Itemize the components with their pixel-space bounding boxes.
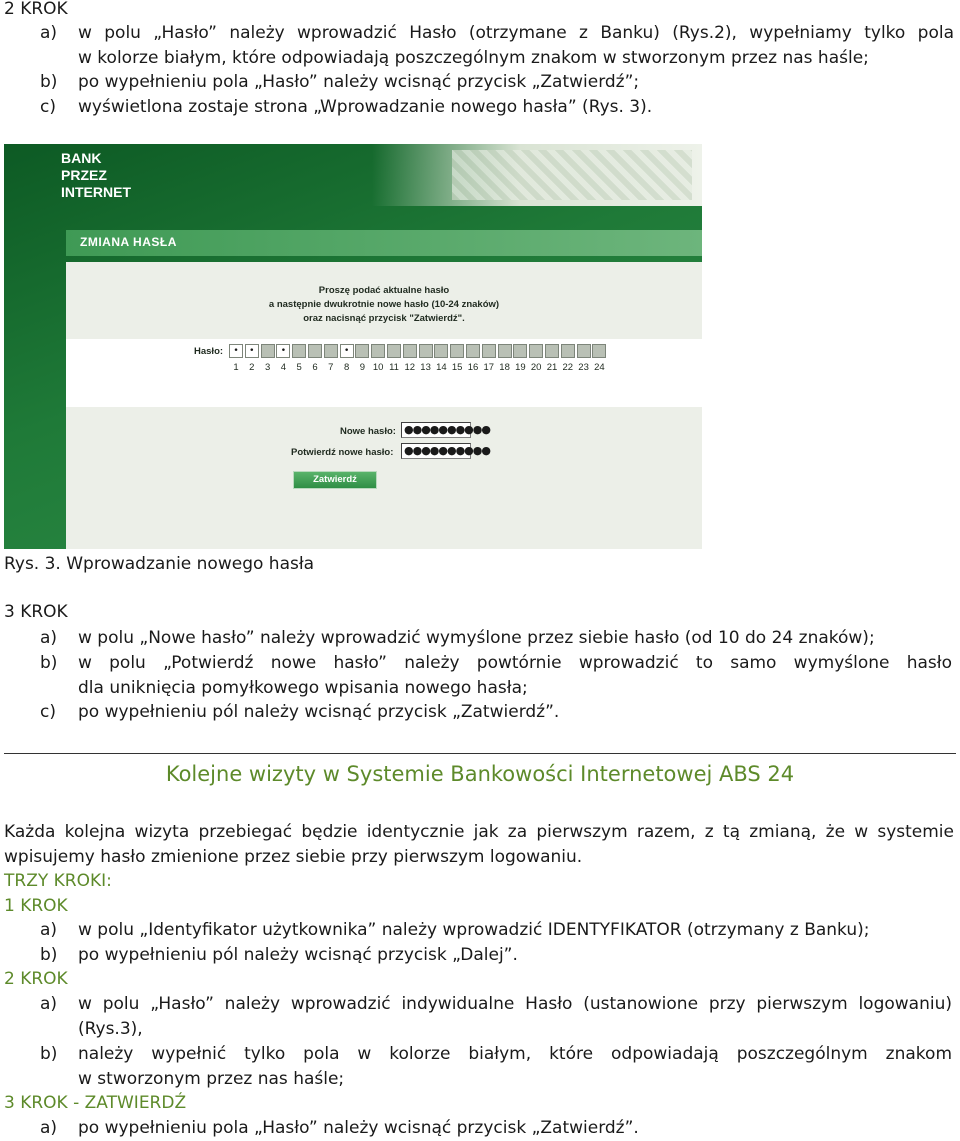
list-item-text: w polu „Nowe hasło” należy wprowadzić wymyślone przez siebie hasło (od 10 do 24 znaków);	[78, 628, 875, 648]
step3-title: 3 KROK	[4, 602, 68, 622]
step2-title-b: 2 KROK	[4, 969, 68, 989]
password-char-box	[292, 344, 306, 358]
password-char-box	[577, 344, 591, 358]
password-char-box	[261, 344, 275, 358]
password-char-box[interactable]: •	[245, 344, 259, 358]
section-header	[66, 230, 702, 256]
password-char-box	[308, 344, 322, 358]
position-number: 20	[530, 362, 542, 373]
password-char-box	[592, 344, 606, 358]
position-number: 14	[436, 362, 447, 373]
password-char-box	[434, 344, 448, 358]
position-number: 10	[372, 362, 384, 373]
list-label: a)	[40, 1118, 58, 1138]
list-label: a)	[40, 23, 58, 43]
password-char-box	[466, 344, 480, 358]
password-char-box	[561, 344, 575, 358]
list-item-text: w polu „Hasło” należy wprowadzić indywidualne Hasło (ustanowione przy pierwszym logowaniu)	[78, 994, 952, 1014]
header-pattern	[452, 150, 692, 200]
list-item-text: w stworzonym przez nas haśle;	[78, 1069, 345, 1089]
password-char-box	[450, 344, 464, 358]
password-char-box[interactable]: •	[229, 344, 243, 358]
list-item-text: w polu „Hasło” należy wprowadzić Hasło (otrzymane z Banku) (Rys.2), wypełniamy tylko pola	[78, 23, 954, 43]
position-number: 16	[467, 362, 479, 373]
list-label: a)	[40, 994, 58, 1014]
list-item-text: (Rys.3),	[78, 1019, 143, 1039]
position-number: 4	[280, 362, 287, 373]
instruction-line: a następnie dwukrotnie nowe hasło (10-24 znaków)	[268, 299, 500, 310]
position-number: 7	[328, 362, 334, 373]
confirm-password-input[interactable]: ●●●●●●●●●●	[401, 443, 471, 459]
bank-logo: BANK PRZEZ INTERNET	[61, 150, 131, 200]
password-char-box	[419, 344, 433, 358]
intro-text: wpisujemy hasło zmienione przez siebie przy pierwszym logowaniu.	[4, 847, 583, 867]
new-password-input[interactable]: ●●●●●●●●●●	[401, 422, 471, 438]
password-char-box	[482, 344, 496, 358]
steps-title: TRZY KROKI:	[4, 871, 112, 891]
position-number: 21	[546, 362, 558, 373]
position-number: 24	[594, 362, 605, 373]
password-char-box	[498, 344, 512, 358]
list-label: c)	[40, 702, 56, 722]
position-number: 18	[499, 362, 510, 373]
position-number: 1	[233, 362, 239, 373]
confirm-password-label: Potwierdź nowe hasło:	[291, 447, 394, 458]
password-char-box[interactable]: •	[340, 344, 354, 358]
list-item-text: w kolorze białym, które odpowiadają poszczególnym znakom w stworzonym przez nas haśle;	[78, 48, 869, 68]
list-item-text: po wypełnieniu pola „Hasło” należy wcisnąć przycisk „Zatwierdź”.	[78, 1118, 639, 1138]
list-item-text: dla uniknięcia pomyłkowego wpisania nowego hasła;	[78, 678, 528, 698]
list-label: c)	[40, 97, 56, 117]
section-divider	[4, 753, 956, 754]
step3-title-b: 3 KROK - ZATWIERDŹ	[4, 1093, 187, 1113]
password-char-box	[403, 344, 417, 358]
new-password-label: Nowe hasło:	[340, 426, 396, 437]
list-label: b)	[40, 945, 58, 965]
list-item-text: należy wypełnić tylko pola w kolorze białym, które odpowiadają poszczególnym znakom	[78, 1044, 952, 1064]
password-char-box[interactable]: •	[276, 344, 290, 358]
password-char-box	[529, 344, 543, 358]
list-label: a)	[40, 920, 58, 940]
list-item-text: w polu „Potwierdź nowe hasło” należy powtórnie wprowadzić to samo wymyślone hasło	[78, 653, 952, 673]
list-item-text: po wypełnieniu pól należy wcisnąć przycisk „Dalej”.	[78, 945, 518, 965]
section-title: ZMIANA HASŁA	[80, 235, 177, 249]
password-form	[66, 262, 702, 549]
position-number: 6	[312, 362, 318, 373]
password-change-screenshot	[4, 144, 702, 549]
password-char-box	[513, 344, 527, 358]
position-number: 3	[264, 362, 271, 373]
position-number: 22	[562, 362, 574, 373]
intro-text: Każda kolejna wizyta przebiegać będzie identycznie jak za pierwszym razem, z tą zmianą, że w systemie	[4, 822, 954, 842]
instruction-line: Proszę podać aktualne hasło	[318, 285, 450, 296]
submit-button[interactable]: Zatwierdź	[293, 471, 377, 489]
instruction-line: oraz nacisnąć przycisk "Zatwierdź".	[303, 313, 465, 324]
password-char-box	[387, 344, 401, 358]
position-number: 13	[420, 362, 431, 373]
figure-caption: Rys. 3. Wprowadzanie nowego hasła	[4, 554, 315, 574]
password-label: Hasło:	[194, 346, 224, 357]
list-label: b)	[40, 653, 58, 673]
position-number: 12	[404, 362, 416, 373]
position-number: 8	[343, 362, 350, 373]
position-number: 11	[389, 362, 399, 373]
password-char-box	[545, 344, 559, 358]
list-item-text: w polu „Identyfikator użytkownika” należy wprowadzić IDENTYFIKATOR (otrzymany z Banku);	[78, 920, 870, 940]
position-number: 9	[359, 362, 366, 373]
position-number: 2	[249, 362, 255, 373]
position-number: 17	[483, 362, 495, 373]
position-number: 5	[296, 362, 302, 373]
password-char-box	[355, 344, 369, 358]
password-char-box	[324, 344, 338, 358]
list-item-text: po wypełnieniu pól należy wcisnąć przycisk „Zatwierdź”.	[78, 702, 560, 722]
list-label: b)	[40, 1044, 58, 1064]
section-heading: Kolejne wizyty w Systemie Bankowości Internetowej ABS 24	[165, 762, 795, 786]
list-label: a)	[40, 628, 58, 648]
list-item-text: wyświetlona zostaje strona „Wprowadzanie nowego hasła” (Rys. 3).	[78, 97, 653, 117]
list-label: b)	[40, 72, 58, 92]
password-char-box	[371, 344, 385, 358]
position-number: 23	[578, 362, 589, 373]
step2-title: 2 KROK	[4, 0, 68, 19]
list-item-text: po wypełnieniu pola „Hasło” należy wcisnąć przycisk „Zatwierdź”;	[78, 72, 640, 92]
position-number: 15	[451, 362, 463, 373]
position-number: 19	[515, 362, 526, 373]
step1-title: 1 KROK	[4, 896, 68, 916]
